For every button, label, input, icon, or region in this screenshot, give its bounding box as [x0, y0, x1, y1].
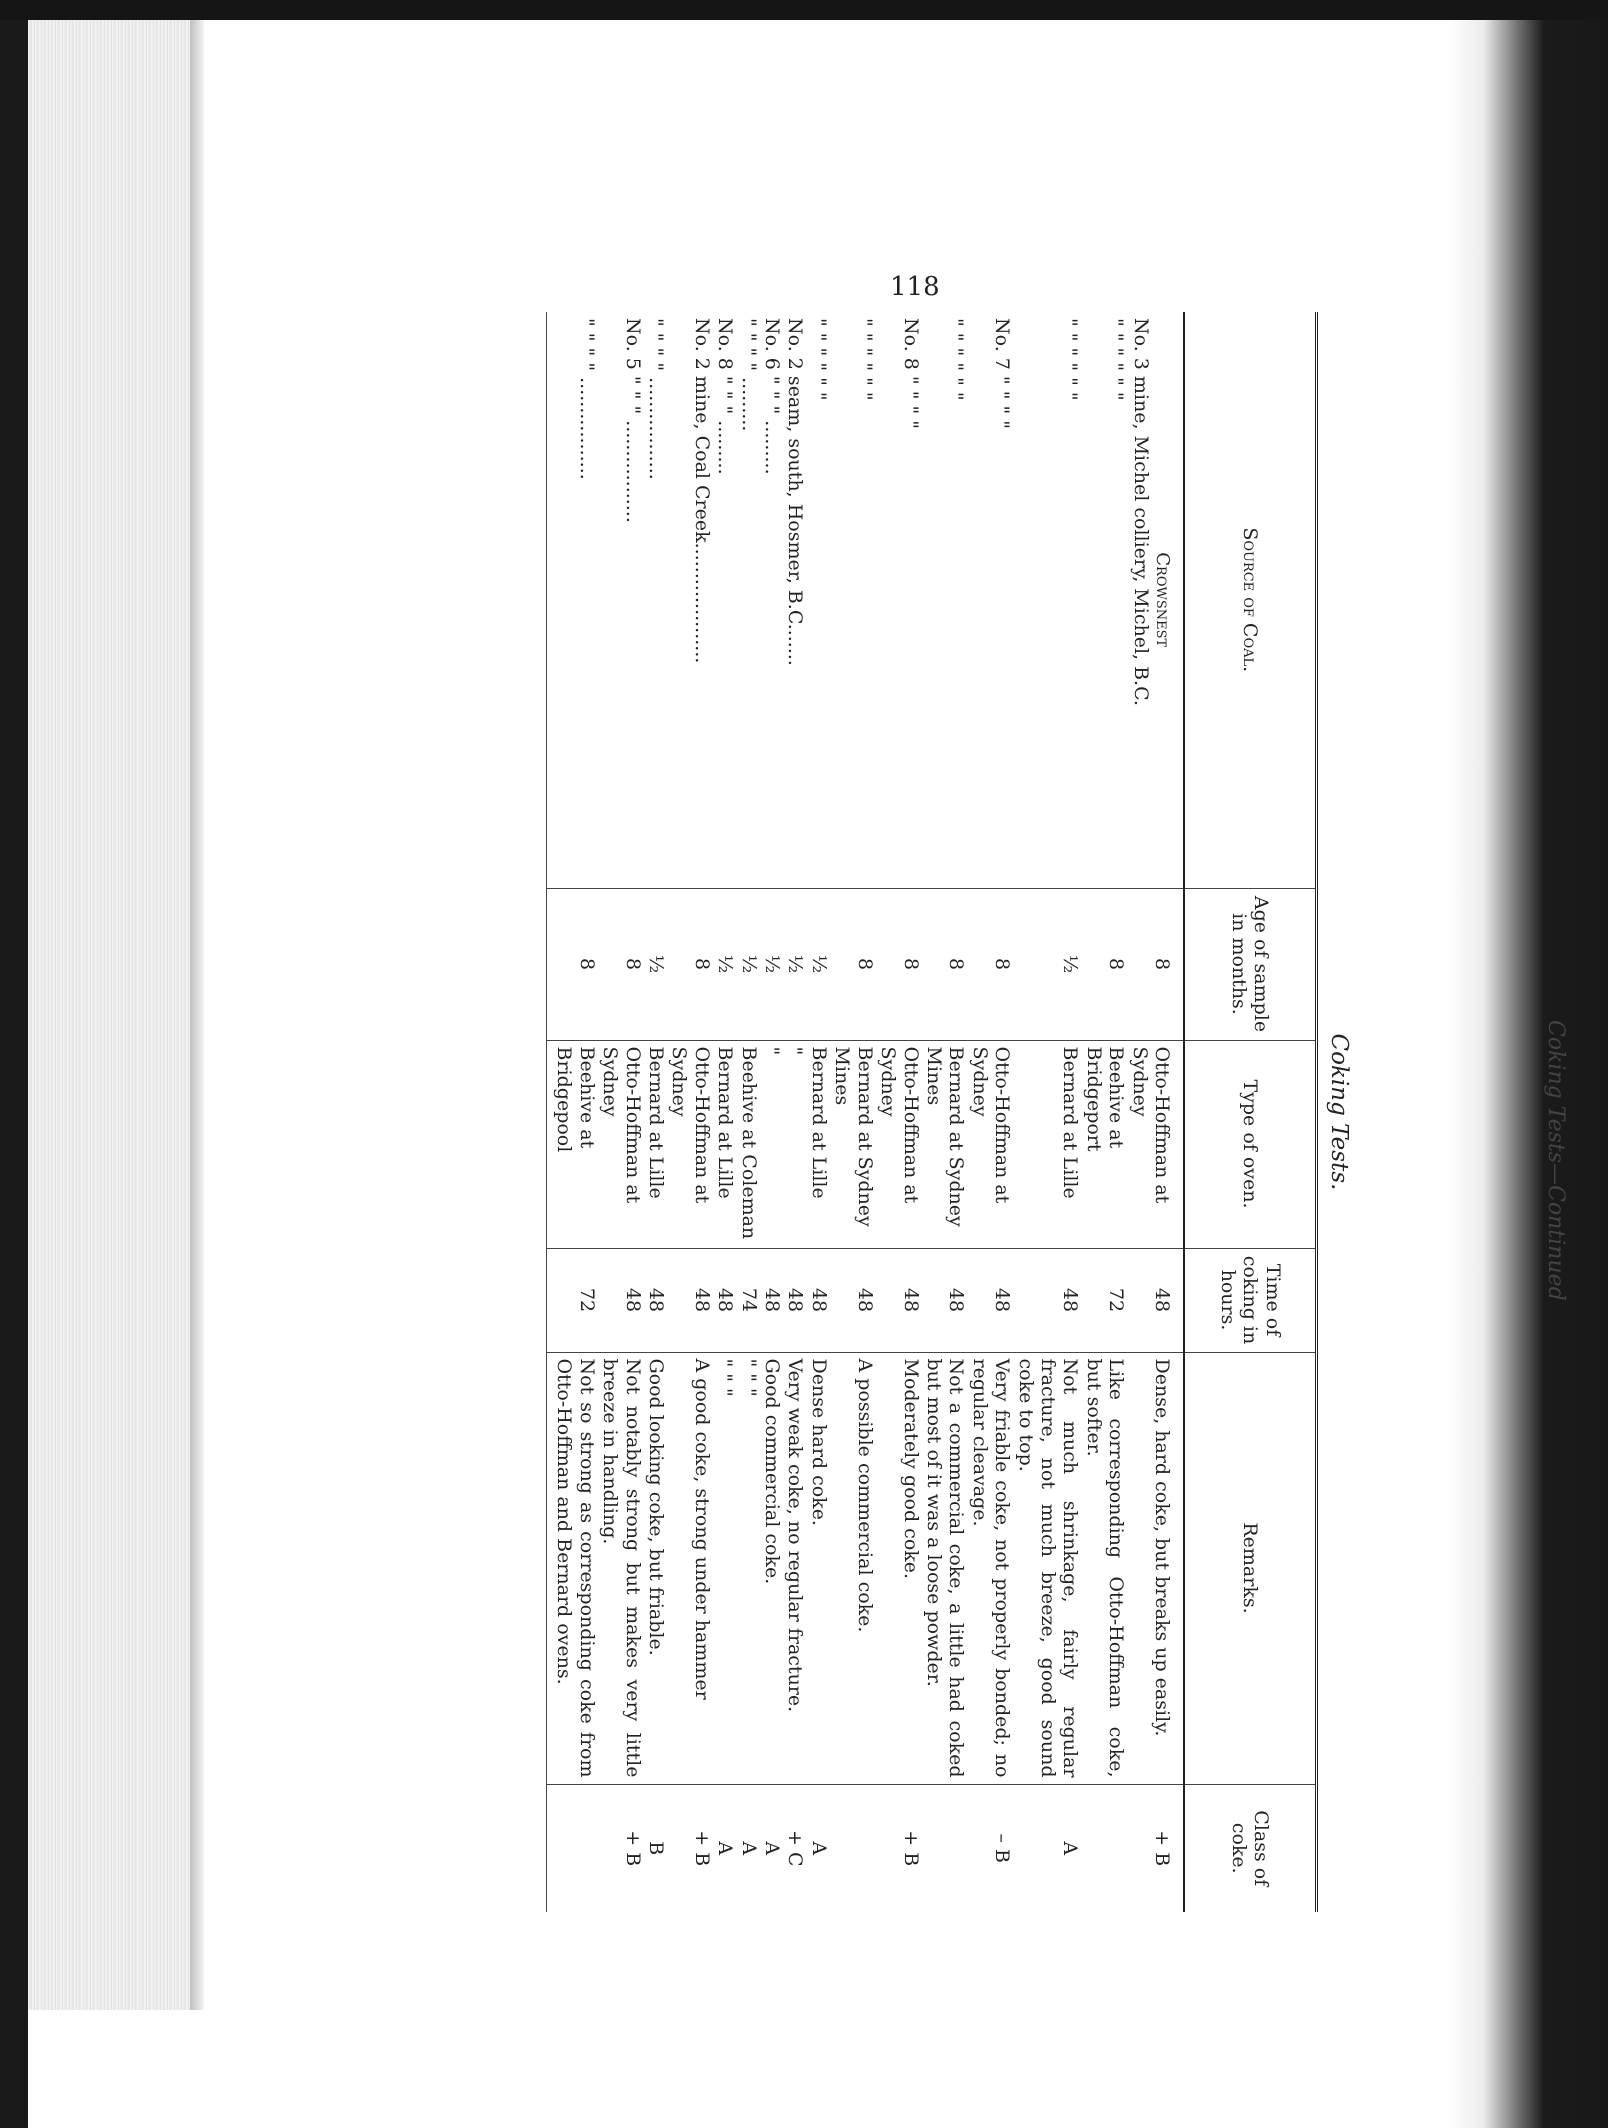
cell-source	[877, 312, 923, 888]
cell-time: 48	[761, 1248, 784, 1352]
rotated-table-block	[480, 312, 1360, 1912]
cell-class: + C	[784, 1784, 807, 1912]
cell-class: + B	[668, 1784, 714, 1912]
cell-age: ½	[784, 888, 807, 1040]
source-text: " " " " " "	[945, 318, 968, 401]
source-text: " " " " " "	[853, 318, 876, 401]
table-row	[877, 312, 923, 1912]
source-text: " " " " " "	[1105, 318, 1128, 401]
cell-remarks: Not much shrinkage, fairly regular fracture, not much breeze, good sound coke to top.	[1014, 1352, 1082, 1784]
cell-time: 48	[645, 1248, 668, 1352]
cell-oven: Bernard at Sydney Mines	[831, 1040, 877, 1248]
cell-age: 8	[668, 888, 714, 1040]
table-row	[547, 312, 599, 1912]
cell-time: 48	[714, 1248, 737, 1352]
cell-class	[547, 1784, 599, 1912]
table-row	[645, 312, 668, 1912]
cell-remarks: Not so strong as corresponding coke from Otto-Hoffman and Bernard ovens.	[547, 1352, 599, 1784]
scan-top-border	[0, 0, 1608, 20]
table-row	[808, 312, 831, 1912]
cell-age: ½	[808, 888, 831, 1040]
cell-oven: Otto-Hoffman at Sydney	[599, 1040, 645, 1248]
source-text: No. 2 seam, south, Hosmer, B.C.......	[784, 318, 807, 666]
cell-age: 8	[831, 888, 877, 1040]
cell-class: A	[761, 1784, 784, 1912]
cell-source	[737, 312, 760, 888]
cell-source	[599, 312, 645, 888]
table-row	[1128, 312, 1184, 1912]
cell-time: 48	[808, 1248, 831, 1352]
cell-source	[808, 312, 831, 888]
cell-class: – B	[968, 1784, 1014, 1912]
cell-oven: Otto-Hoffman at Sydney	[877, 1040, 923, 1248]
table-title: Coking Tests.	[1326, 1033, 1352, 1191]
table-row	[784, 312, 807, 1912]
source-text: No. 6 " " " .........	[761, 318, 784, 475]
source-text: " " " " .........	[737, 318, 760, 432]
cell-remarks: Moderately good coke.	[877, 1352, 923, 1784]
source-text: " " " " .................	[645, 318, 668, 480]
cell-remarks: Dense hard coke.	[808, 1352, 831, 1784]
next-page-peek-text: Coking Tests—Continued	[1543, 1020, 1568, 1301]
cell-oven: Otto-Hoffman at Sydney	[968, 1040, 1014, 1248]
source-text: " " " " " "	[1059, 318, 1082, 401]
cell-oven: Beehive at Bridgeport	[1082, 1040, 1128, 1248]
cell-time: 48	[784, 1248, 807, 1352]
cell-time: 48	[968, 1248, 1014, 1352]
source-text: No. 2 mine, Coal Creek....................	[690, 318, 713, 664]
district-label: Crowsnest	[1152, 552, 1173, 648]
cell-oven: "	[761, 1040, 784, 1248]
cell-time: 48	[1014, 1248, 1082, 1352]
source-text: No. 8 " " " "	[899, 318, 922, 430]
header-age: Age of sample in months.	[1184, 888, 1317, 1040]
cell-oven: Bernard at Lille	[808, 1040, 831, 1248]
cell-source	[714, 312, 737, 888]
cell-class	[1082, 1784, 1128, 1912]
table-row	[761, 312, 784, 1912]
table-row	[831, 312, 877, 1912]
cell-class: A	[714, 1784, 737, 1912]
source-text: No. 5 " " " .................	[621, 318, 644, 523]
cell-source	[1014, 312, 1082, 888]
source-text: No. 7 " " " "	[991, 318, 1014, 430]
cell-source	[968, 312, 1014, 888]
header-remarks: Remarks.	[1184, 1352, 1317, 1784]
cell-source	[668, 312, 714, 888]
coking-tests-table	[546, 312, 1318, 1912]
cell-class: + B	[1128, 1784, 1184, 1912]
cell-oven: Bernard at Lille	[714, 1040, 737, 1248]
cell-time: 72	[547, 1248, 599, 1352]
table-body	[547, 312, 1184, 1912]
cell-time: 48	[599, 1248, 645, 1352]
cell-class: B	[645, 1784, 668, 1912]
cell-age: 8	[599, 888, 645, 1040]
table-row	[1014, 312, 1082, 1912]
table-row	[923, 312, 969, 1912]
cell-age: 8	[1082, 888, 1128, 1040]
cell-time: 48	[1128, 1248, 1184, 1352]
cell-remarks: A possible commercial coke.	[831, 1352, 877, 1784]
cell-remarks: Like corresponding Otto-Hoffman coke, but softer.	[1082, 1352, 1128, 1784]
cell-time: 48	[668, 1248, 714, 1352]
cell-class: + B	[877, 1784, 923, 1912]
cell-class: A	[1014, 1784, 1082, 1912]
cell-class	[923, 1784, 969, 1912]
source-text: No. 3 mine, Michel colliery, Michel, B.C.	[1129, 318, 1152, 706]
cell-oven: Bernard at Lille	[645, 1040, 668, 1248]
cell-oven: Beehive at Bridgepool	[547, 1040, 599, 1248]
cell-time: 72	[1082, 1248, 1128, 1352]
cell-remarks: Not a commercial coke, a little had coked but most of it was a loose powder.	[923, 1352, 969, 1784]
cell-age: ½	[714, 888, 737, 1040]
cell-oven: "	[784, 1040, 807, 1248]
cell-remarks: Very weak coke, no regular fracture.	[784, 1352, 807, 1784]
cell-remarks: Dense, hard coke, but breaks up easily.	[1128, 1352, 1184, 1784]
cell-oven: Otto-Hoffman at Sydney	[668, 1040, 714, 1248]
cell-source	[831, 312, 877, 888]
cell-remarks: Good commercial coke.	[761, 1352, 784, 1784]
cell-remarks: Not notably strong but makes very little breeze in handling.	[599, 1352, 645, 1784]
source-text: " " " " .................	[575, 318, 598, 480]
source-text: No. 8 " " " .........	[714, 318, 737, 475]
cell-oven: Beehive at Coleman	[737, 1040, 760, 1248]
cell-source	[1128, 312, 1184, 888]
cell-class: A	[737, 1784, 760, 1912]
cell-age: ½	[737, 888, 760, 1040]
table-header-row	[1184, 312, 1317, 1912]
cell-source	[547, 312, 599, 888]
table-row	[668, 312, 714, 1912]
header-time: Time of coking in hours.	[1184, 1248, 1317, 1352]
cell-remarks: Good looking coke, but friable.	[645, 1352, 668, 1784]
cell-remarks: Very friable coke, not properly bonded; no regular cleavage.	[968, 1352, 1014, 1784]
cell-time: 48	[831, 1248, 877, 1352]
cell-remarks: " " "	[714, 1352, 737, 1784]
cell-time: 74	[737, 1248, 760, 1352]
source-text: " " " " " "	[807, 318, 830, 401]
header-source: Source of Coal.	[1184, 312, 1317, 888]
cell-age: 8	[923, 888, 969, 1040]
cell-class	[831, 1784, 877, 1912]
table-row	[1082, 312, 1128, 1912]
cell-time: 48	[877, 1248, 923, 1352]
cell-class: + B	[599, 1784, 645, 1912]
book-spine	[0, 20, 28, 2128]
table-row	[737, 312, 760, 1912]
page-number: 118	[890, 272, 940, 302]
table-row	[714, 312, 737, 1912]
cell-age: 8	[547, 888, 599, 1040]
cell-age: ½	[645, 888, 668, 1040]
right-page-shadow	[1448, 20, 1608, 2128]
cell-source	[923, 312, 969, 888]
cell-remarks: " " "	[737, 1352, 760, 1784]
cell-age: ½	[1014, 888, 1082, 1040]
cell-oven: Bernard at Sydney Mines	[923, 1040, 969, 1248]
cell-source	[761, 312, 784, 888]
cell-source	[645, 312, 668, 888]
table-row	[599, 312, 645, 1912]
cell-age: 8	[1128, 888, 1184, 1040]
cell-age: 8	[877, 888, 923, 1040]
gutter-shadow	[190, 20, 204, 2010]
cell-time: 48	[923, 1248, 969, 1352]
cell-class: A	[808, 1784, 831, 1912]
cell-source	[1082, 312, 1128, 888]
cell-remarks: A good coke, strong under hammer	[668, 1352, 714, 1784]
page-edges	[28, 20, 203, 2010]
table-row	[968, 312, 1014, 1912]
header-class: Class of coke.	[1184, 1784, 1317, 1912]
cell-oven: Bernard at Lille	[1014, 1040, 1082, 1248]
cell-source	[784, 312, 807, 888]
cell-age: ½	[761, 888, 784, 1040]
cell-age: 8	[968, 888, 1014, 1040]
cell-oven: Otto-Hoffman at Sydney	[1128, 1040, 1184, 1248]
header-oven: Type of oven.	[1184, 1040, 1317, 1248]
